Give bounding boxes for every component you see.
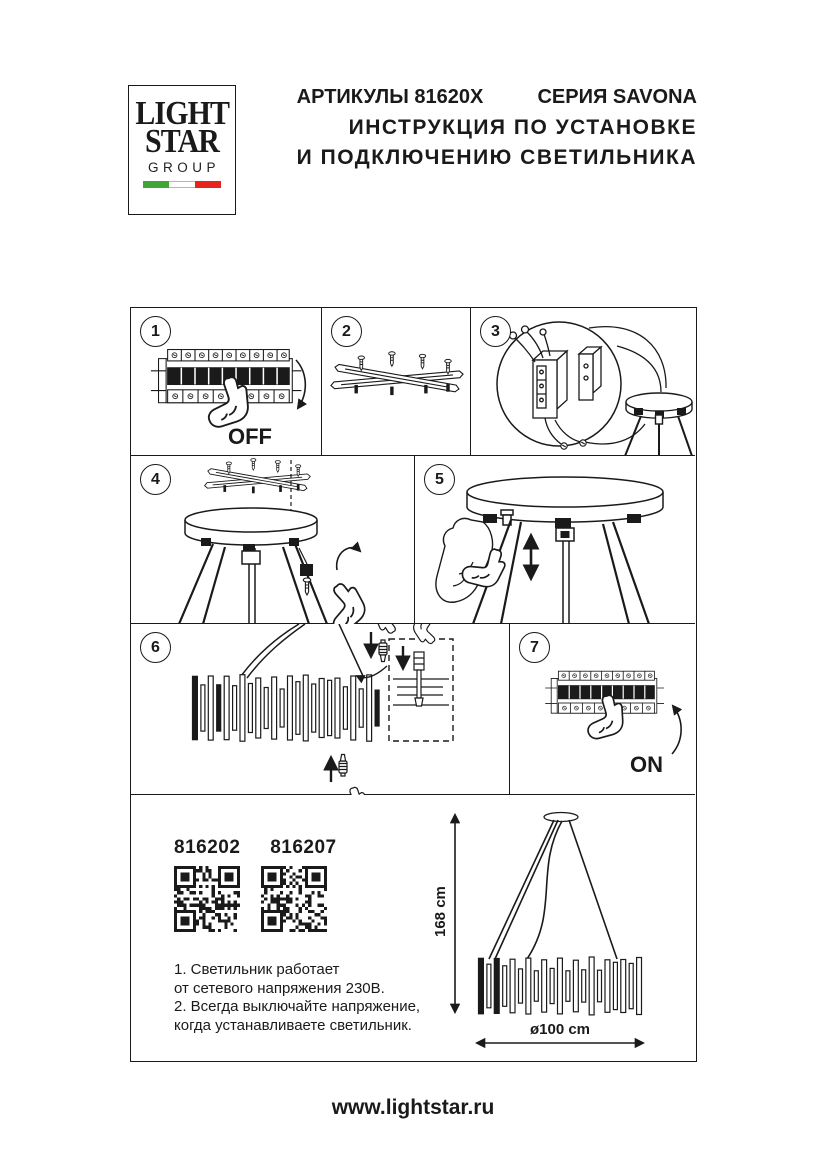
footer-url: www.lightstar.ru [331, 1096, 495, 1119]
steps-grid [130, 307, 697, 1062]
series-title: СЕРИЯ SAVONA [537, 86, 697, 108]
step-cell-6 [131, 624, 510, 795]
step-badge-5: 5 [424, 464, 455, 495]
step-cell-5 [415, 456, 695, 624]
step-badge-7: 7 [519, 632, 550, 663]
article-number-2: 816207 [270, 837, 337, 858]
logo-word-group: GROUP [147, 159, 220, 175]
logo-word-light: LIGHT [135, 95, 230, 132]
article-number-1: 816202 [174, 837, 241, 858]
step-badge-1: 1 [140, 316, 171, 347]
step-cell-7 [510, 624, 695, 795]
dimension-diagram [419, 807, 699, 1055]
articles-title: АРТИКУЛЫ 81620X [296, 86, 484, 108]
step-badge-2: 2 [331, 316, 362, 347]
logo-word-star: STAR [144, 122, 220, 160]
qr-code-816202 [174, 866, 240, 932]
diameter-dimension-label: ø100 cm [529, 1021, 591, 1038]
step-illustration-6 [131, 624, 510, 795]
safety-notes [174, 961, 420, 1035]
qr-code-816207 [261, 866, 327, 932]
article-numbers [174, 837, 337, 859]
note-line-1: 1. Светильник работает [174, 961, 340, 978]
note-line-2: от сетевого напряжения 230В. [174, 979, 385, 997]
step-illustration-4 [131, 456, 415, 624]
note-line-4: когда устанавливаете светильник. [174, 1016, 412, 1034]
off-label: OFF [228, 424, 272, 449]
on-label: ON [630, 752, 663, 777]
step-badge-3: 3 [480, 316, 511, 347]
step-cell-4 [131, 456, 415, 624]
instruction-title-line1: ИНСТРУКЦИЯ ПО УСТАНОВКЕ [348, 116, 697, 139]
italian-flag-bar [143, 181, 221, 188]
step-badge-4: 4 [140, 464, 171, 495]
step-cell-1 [131, 308, 322, 456]
height-dimension-label: 168 cm [432, 886, 449, 937]
step-illustration-5 [415, 456, 695, 624]
product-info-cell [131, 795, 695, 1060]
step-cell-2 [322, 308, 471, 456]
step-badge-6: 6 [140, 632, 171, 663]
note-line-3: 2. Всегда выключайте напряжение, [174, 998, 421, 1016]
instruction-title-line2: И ПОДКЛЮЧЕНИЮ СВЕТИЛЬНИКА [296, 146, 697, 169]
step-cell-3 [471, 308, 695, 456]
header-titles [297, 86, 697, 176]
lightstar-logo [128, 85, 236, 215]
